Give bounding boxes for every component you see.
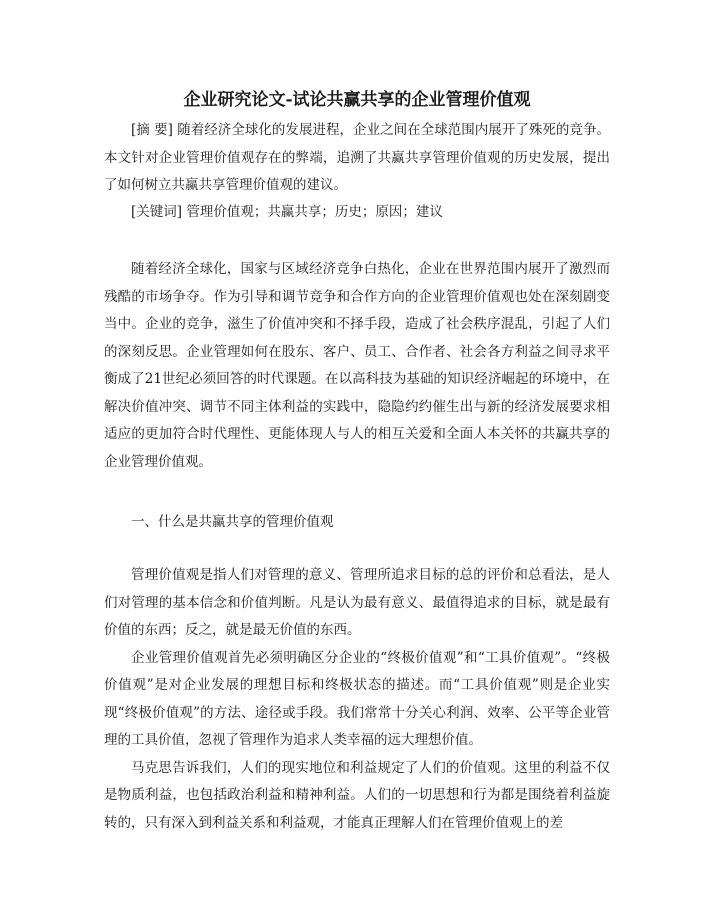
keywords-paragraph: [关键词] 管理价值观；共赢共享；历史；原因；建议 xyxy=(131,204,443,220)
body-paragraph-3: 马克思告诉我们，人们的现实地位和利益规定了人们的价值观。这里的利益不仅是物质利益，也包括政治利益和精神利益。人们的一切思想和行为都是围绕着利益旋转的，只有深入到利益关系和利益观，才能真正理解人们在管理价值观上的差 xyxy=(104,759,610,831)
section-heading: 一、什么是共赢共享的管理价值观 xyxy=(131,514,334,530)
body-paragraph-2: 企业管理价值观首先必须明确区分企业的“终极价值观”和“工具价值观”。“终极价值观”是对企业发展的理想目标和终极状态的描述。而“工具价值观”则是企业实现“终极价值观”的方法、途径或手段。我们常常十分关心利润、效率、公平等企业管理的工具价值，忽视了管理作为追求人类幸福的远大理想价值。 xyxy=(104,649,610,748)
intro-paragraph: 随着经济全球化，国家与区域经济竞争白热化，企业在世界范围内展开了激烈而残酷的市场争夺。作为引导和调节竞争和合作方向的企业管理价值观也处在深刻剧变当中。企业的竞争，滋生了价值冲突和不择手段，造成了社会秩序混乱，引起了人们的深刻反思。企业管理如何在股东、客户、员工、合作者、社会各方利益之间寻求平衡成了21世纪必须回答的时代课题。在以高科技为基础的知识经济崛起的环境中，在解决价值冲突、调节不同主体利益的实践中，隐隐约约催生出与新的经济发展要求相适应的更加符合时代理性、更能体现人与人的相互关爱和全面人本关怀的共赢共享的企业管理价值观。 xyxy=(104,261,610,470)
body-paragraph-1: 管理价值观是指人们对管理的意义、管理所追求目标的总的评价和总看法，是人们对管理的基本信念和价值判断。凡是认为最有意义、最值得追求的目标，就是最有价值的东西；反之，就是最无价值的东西。 xyxy=(104,567,610,638)
document-title: 企业研究论文-试论共赢共享的企业管理价值观 xyxy=(183,90,531,110)
abstract-paragraph: [摘 要] 随着经济全球化的发展进程，企业之间在全球范围内展开了殊死的竞争。本文针对企业管理价值观存在的弊端，追溯了共赢共享管理价值观的历史发展，提出了如何树立共赢共享管理价值观的建议。 xyxy=(104,122,610,193)
section-body xyxy=(104,562,610,837)
